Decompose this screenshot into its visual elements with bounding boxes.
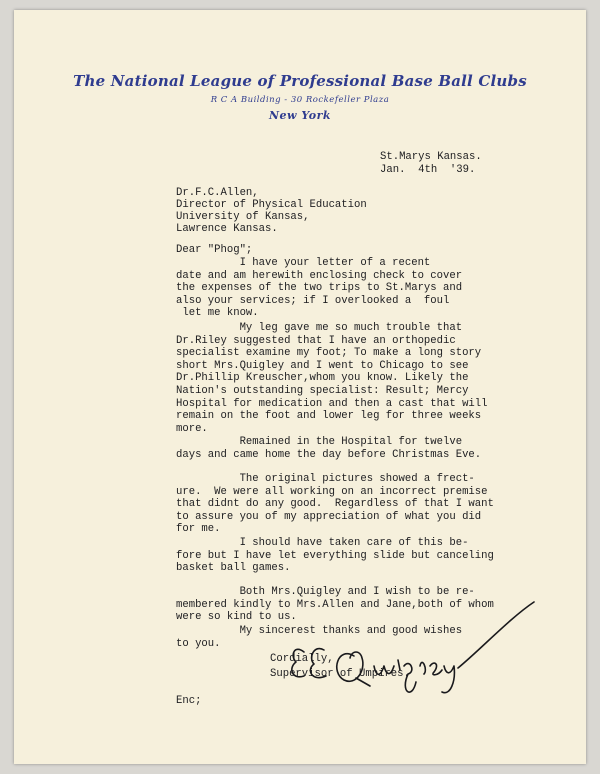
handwritten-signature [280,600,540,710]
recipient-city: Lawrence Kansas. [176,223,278,235]
recipient-name: Dr.F.C.Allen, [176,187,259,199]
body-paragraph: I have your letter of a recent date and am herewith enclosing check to cover the expenses of the two trips to St.Marys and also your services; if I overlooked a foul let me know. [176,257,463,320]
recipient-institution: University of Kansas, [176,211,310,223]
body-paragraph: Both Mrs.Quigley and I wish to be re- membered kindly to Mrs.Allen and Jane,both of whom were so kind to us. [176,586,494,624]
place-line: St.Marys Kansas. [380,151,482,163]
signer-title: Supervisor of Umpires. [270,668,410,680]
salutation: Dear "Phog"; [176,244,253,256]
body-paragraph: My sincerest thanks and good wishes to you. [176,625,463,650]
letterhead-city: New York [268,109,331,122]
body-paragraph: My leg gave me so much trouble that Dr.Riley suggested that I have an orthopedic specialist examine my foot; To make a long story short Mrs.Quigley and I went to Chicago to see Dr.Phillip Kreuscher,whom you know. Likely the Nation's outstanding specialist: Result; Mercy Hospital for medication and then a cast that will remain on the foot and lower leg for three weeks more. [176,322,488,435]
body-paragraph: I should have taken care of this be- fore but I have let everything slide but canceling basket ball games. [176,537,494,575]
letterhead-organization: The National League of Professional Base Ball Clubs [73,72,527,90]
recipient-title: Director of Physical Education [176,199,367,211]
closing-cordially: Cordially, [270,653,334,665]
date-line: Jan. 4th '39. [380,164,476,176]
body-paragraph: Remained in the Hospital for twelve days and came home the day before Christmas Eve. [176,436,482,461]
letterhead-address: R C A Building - 30 Rockefeller Plaza [210,95,390,105]
body-paragraph: The original pictures showed a frect- ure. We were all working on an incorrect premise that didnt do any good. Regardless of that I want to assure you of my appreciation of what you did for me. [176,473,494,536]
enclosure-note: Enc; [176,695,202,707]
